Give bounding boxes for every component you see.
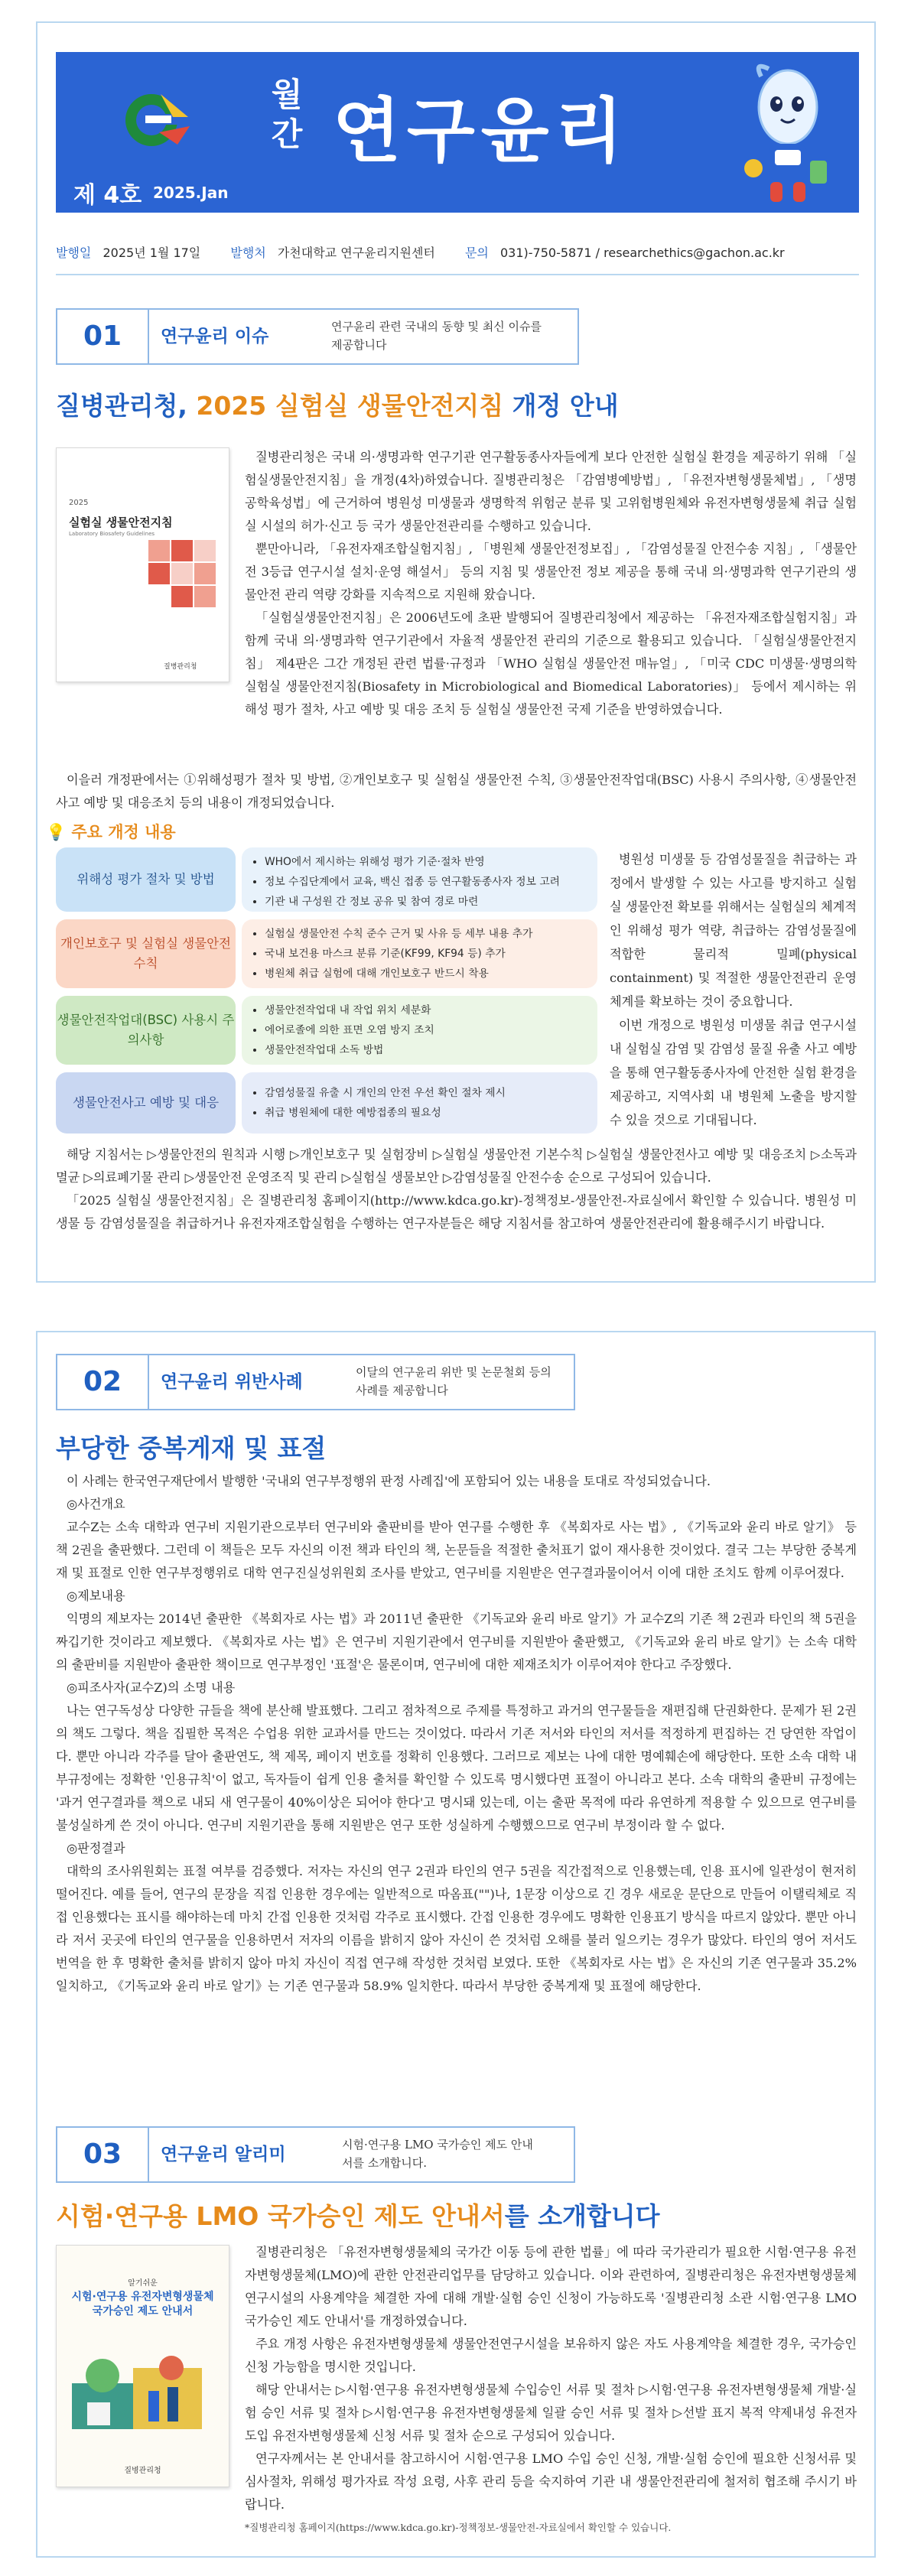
contact-label: 문의 [464, 246, 489, 260]
section1-header [56, 308, 579, 365]
cover-year: 2025 [69, 499, 89, 507]
row-body-accident [242, 1072, 597, 1134]
section1-para5: 해당 지침서는 ▷생물안전의 원칙과 시행 ▷개인보호구 및 실험장비 ▷실험실 생물안전 기본수칙 ▷실험실 생물안전사고 예방 및 대응조치 ▷소독과 멸균 ▷의료폐기물 관리 ▷생물안전 운영조직 및 관리 ▷실험실 생물보안 ▷감염성물질 안전수송 순으로 구성되어 있습니다. [56, 1147, 857, 1185]
judgment-heading: ◎판정결과 [67, 1841, 125, 1856]
title-monthly: 월간 [271, 76, 303, 153]
section2-text-block [56, 1470, 857, 1998]
section1-desc: 연구윤리 관련 국내의 동향 및 최신 이슈를 제공합니다 [331, 320, 542, 352]
info-bar [56, 229, 859, 275]
section3-name: 연구윤리 알리미 [161, 2145, 286, 2165]
section2-number: 02 [57, 1355, 149, 1409]
bsc-item: • 생물안전작업대 내 작업 위치 세분화 [265, 1000, 587, 1020]
section3-desc: 시험·연구용 LMO 국가승인 제도 안내서를 소개합니다. [342, 2138, 533, 2170]
bsc-item: • 에어로졸에 의한 표면 오염 방지 조치 [265, 1020, 587, 1040]
section1-side-text [610, 847, 857, 1132]
section2-intro: 이 사례는 한국연구재단에서 발행한 '국내외 연구부정행위 판정 사례집'에 포함되어 있는 내용을 토대로 작성되었습니다. [67, 1474, 711, 1488]
risk-item: • WHO에서 제시하는 위해성 평가 기준·절차 반영 [265, 852, 587, 872]
row-label-risk: 위해성 평가 절차 및 방법 [56, 847, 236, 912]
lightbulb-icon: 💡 [46, 823, 67, 841]
section3-headline [56, 2197, 659, 2233]
section2-headline: 부당한 중복게재 및 표절 [56, 1433, 327, 1463]
section1-para3: 「실험실생물안전지침」은 2006년도에 초판 발행되어 질병관리청에서 제공하는 「유전자재조합실험지침」과 함께 국내 의·생명과학 연구기관에서 자율적 생물안전 관리의 기준으로 활용되고 있습니다. 「실험실생물안전지침」 제4판은 그간 개정된 관련 법률·규정과 「WHO 실험실 생물안전 매뉴얼」, 「미국 CDC 미생물·생명의학 실험실 생물안전지침(Biosafety in Microbiological and Biomedical Laboratories)」 등에서 제시하는 위해성 평가 절차, 사고 예방 및 대응 조치 등 실험실 생물안전 국제 기준을 반영하였습니다. [245, 610, 857, 717]
row-label-accident: 생물안전사고 예방 및 대응 [56, 1072, 236, 1134]
publisher-label: 발행처 [230, 246, 266, 260]
section1-para2: 뿐만아니라, 「유전자재조합실험지침」, 「병원체 생물안전정보집」, 「감염성물질 안전수송 지침」, 「생물안전 3등급 연구시설 설치·운영 해설서」 등의 지침 및 생물안전 정보 제공을 통해 국내 의·생명과학 연구기관의 생물안전 관리 역량 강화를 지속적으로 지원해 왔습니다. [245, 542, 857, 602]
key-changes-label: 주요 개정 내용 [71, 823, 176, 841]
section2-desc: 이달의 연구윤리 위반 및 논문철회 등의 사례를 제공합니다 [356, 1365, 551, 1397]
risk-item: • 기관 내 구성원 간 정보 공유 및 참여 경로 마련 [265, 892, 587, 912]
cover-pattern [148, 540, 217, 616]
headline3-part-b: 를 소개합니다 [504, 2201, 660, 2231]
key-changes-title [46, 820, 176, 843]
row-label-bsc: 생물안전작업대(BSC) 사용시 주의사항 [56, 996, 236, 1065]
section3-number: 03 [57, 2128, 149, 2181]
guideline-cover-image [56, 447, 229, 682]
cover3-org: 질병관리청 [124, 2467, 161, 2475]
ppe-item: • 병원체 취급 실험에 대해 개인보호구 반드시 착용 [265, 964, 587, 984]
section2-header [56, 1354, 575, 1410]
section1-para1: 질병관리청은 국내 의·생명과학 연구기관 연구활동종사자들에게 보다 안전한 실험실 환경을 제공하기 위해 「실험실생물안전지침」을 개정(4차)하였습니다. 질병관리청은 「감염병예방법」, 「유전자변형생물체법」, 「생명공학육성법」에 근거하여 병원성 미생물과 생명학적 위험군 분류 및 고위험병원체와 유전자변형생물체 취급 실험실 시설의 허가·신고 등 국가 생물안전관리를 수행하고 있습니다. [245, 450, 857, 533]
ppe-item: • 실험실 생물안전 수칙 준수 근거 및 사유 등 세부 내용 추가 [265, 924, 587, 944]
section3-para4: 연구자께서는 본 안내서를 참고하시어 시험·연구용 LMO 수입 승인 신청, 개발·실험 승인에 필요한 신청서류 및 심사절차, 위해성 평가자료 작성 요령, 사후 관리 등을 숙지하여 기관 내 생물안전관리에 철저히 협조해 주시기 바랍니다. [245, 2451, 857, 2512]
risk-item: • 정보 수집단계에서 교육, 백신 접종 등 연구활동종사자 정보 고려 [265, 872, 587, 892]
issue-number: 제 4호 [73, 182, 142, 209]
section1-headline [56, 386, 619, 422]
row-body-risk [242, 847, 597, 912]
report-text: 익명의 제보자는 2014년 출판한 《복회자로 사는 법》과 2011년 출판한 《기독교와 윤리 바로 알기》가 교수Z의 기존 책 2권과 타인의 책 5권을 짜깁기한 것이라고 제보했다. 《복회자로 사는 법》은 연구비 지원기관에서 연구비를 지원받아 출판했고, 《기독교와 윤리 바로 알기》는 소속 대학의 출판비를 지원받아 출판한 책이므로 연구부정인 '표절'은 물론이며, 연구비에 대한 제재조치가 이루어져야 한다고 주장했다. [56, 1612, 857, 1672]
judgment-text: 대학의 조사위원회는 표절 여부를 검증했다. 저자는 자신의 연구 2권과 타인의 연구 5권을 직간접적으로 인용했는데, 인용 표시에 일관성이 현저히 떨어진다. 예를 들어, 연구의 문장을 직접 인용한 경우에는 일반적으로 따옴표("")나, 1문장 이상으로 긴 경우 새로운 문단으로 만들어 이탤릭체로 직접 인용했다는 표시를 해야하는데 마치 간접 인용한 것처럼 각주로 표시했다. 간접 인용한 경우에도 명확한 인용표기 방식을 따르지 않았다. 뿐만 아니라 저서 곳곳에 타인의 연구물을 인용하면서 저자의 이름을 밝히지 않아 자신이 쓴 것처럼 오해를 불러 일으키는 경우가 많았다. 타인의 영어 저서도 번역을 한 후 명확한 출처를 밝히지 않아 마치 자신이 직접 연구해 작성한 것처럼 보였다. 또한 《복회자로 사는 법》은 자신의 기존 연구물과 35.2%일치하고, 《기독교와 윤리 바로 알기》는 기존 연구물과 58.9% 일치한다. 따라서 부당한 중복게재 및 표절에 해당한다. [56, 1864, 857, 1993]
section1-number: 01 [57, 310, 149, 363]
bsc-item: • 생물안전작업대 소독 방법 [265, 1040, 587, 1060]
section1-text-block [245, 446, 857, 721]
row-body-bsc [242, 996, 597, 1065]
report-heading: ◎제보내용 [67, 1589, 125, 1603]
section3-para2: 주요 개정 사항은 유전자변형생물체 생물안전연구시설을 보유하지 않은 자도 사용계약을 체결한 경우, 국가승인 신청 가능함을 명시한 것입니다. [245, 2337, 857, 2374]
section3-header [56, 2126, 575, 2183]
gachon-logo-icon [113, 86, 199, 152]
publisher-value: 가천대학교 연구윤리지원센터 [277, 246, 435, 260]
accident-item: • 취급 병원체에 대한 예방접종의 필요성 [265, 1103, 587, 1123]
headline-part-b: 2025 실험실 생물안전지침 [196, 391, 504, 421]
case-text: 교수Z는 소속 대학과 연구비 지원기관으로부터 연구비와 출판비를 받아 연구를 수행한 후 《복회자로 사는 법》, 《기독교와 윤리 바로 알기》 등 책 2권을 출판했다. 그런데 이 책들은 모두 자신의 이전 책과 타인의 책, 논문들을 적절한 출처표기 없이 재사용한 것이었다. 결국 그는 부당한 중복게재 및 표절로 인한 연구부정행위로 대학 연구진실성위원회 조사를 받았고, 연구비를 지원받은 연구결과물이어서 이에 대한 조치도 함께 이루어졌다. [56, 1520, 857, 1580]
contact-value: 031)-750-5871 / researchethics@gachon.ac.kr [499, 246, 785, 260]
defense-text: 나는 연구독성상 다양한 규들을 책에 분산해 발표했다. 그리고 점차적으로 주제를 특정하고 과거의 연구물들을 재편집해 단권화한다. 문제가 된 2권의 책도 그렇다. 책을 집필한 목적은 수업용 위한 교과서를 만드는 것이었다. 따라서 기존 저서와 타인의 저서를 적정하게 편집하는 건 당연한 작업이다. 뿐만 아니라 각주를 달아 출판연도, 책 제목, 페이지 번호를 정확히 인용했다. 그러므로 제보는 나에 대한 명예훼손에 해당한다. 또한 소속 대학 내부규정에는 정확한 '인용규칙'이 없고, 독자들이 쉽게 인용 출처를 확인할 수 있도록 명시했다면 표절이 아니라고 본다. 소속 대학의 출판비 규정에는 '과거 연구결과를 책으로 내되 새 연구물이 40%이상은 되어야 한다'고 명시돼 있는데, 이는 출판 목적에 따라 유연하게 적용할 수 있으므로 연구비를 불성실하게 쓴 것이 아니다. 연구비 지원기관을 통해 지원받은 연구 또한 성실하게 수행했으므로 연구비 부정이라 할 수 없다. [56, 1703, 857, 1833]
cover3-top: 알기쉬운 [128, 2279, 158, 2288]
section3-text-block [245, 2241, 857, 2539]
headline-part-a: 질병관리청, [56, 391, 197, 421]
headline-part-c: 개정 안내 [503, 391, 619, 421]
section3-para3: 해당 안내서는 ▷시험·연구용 유전자변형생물체 수입승인 서류 및 절차 ▷시험·연구용 유전자변형생물체 개발·실험 승인 서류 및 절차 ▷시험·연구용 유전자변형생물체 일괄 승인 서류 및 절차 ▷선발 표지 복적 약제내성 유전자 도입 유전자변형생물체 신청 서류 및 절차 순으로 구성되어 있습니다. [245, 2382, 857, 2443]
lmo-illustration-icon [57, 2345, 229, 2437]
section1-text-block-2 [56, 769, 857, 815]
mascot-icon [730, 54, 838, 214]
newsletter-title: 연구윤리 [333, 90, 630, 172]
section3-para1: 질병관리청은 「유전자변형생물체의 국가간 이동 등에 관한 법률」에 따라 국가관리가 필요한 시험·연구용 유전자변형생물체(LMO)에 관한 안전관리업무를 담당하고 있습니다. 이와 관련하여, 질병관리청은 유전자변형생물체 연구시설의 사용계약을 체결한 자에 대해 개발·실험 승인 신청이 가능하도록 '질병관리청 소관 시험·연구용 LMO 국가승인 제도 안내서'를 개정하였습니다. [245, 2245, 857, 2328]
row-body-ppe [242, 919, 597, 988]
section1-para6: 「2025 실험실 생물안전지침」은 질병관리청 홈페이지(http://www.kdca.go.kr)-정책정보-생물안전-자료실에서 확인할 수 있습니다. 병원성 미생물 등 감염성물질을 취급하거나 유전자재조합실험을 수행하는 연구자분들은 해당 지침서를 참고하여 생물안전관리에 활용해주시기 바랍니다. [56, 1193, 857, 1231]
headline3-part-a: 시험·연구용 LMO 국가승인 제도 안내서 [56, 2201, 505, 2231]
section1-text-block-3 [56, 1143, 857, 1235]
cover-subtitle: Laboratory Biosafety Guidelines [69, 531, 155, 537]
cover3-title: 시험·연구용 유전자변형생물체 국가승인 제도 안내서 [71, 2291, 214, 2317]
side-para1: 병원성 미생물 등 감염성물질을 취급하는 과정에서 발생할 수 있는 사고를 방지하고 실험실 생물안전 확보를 위해서는 실험실의 체계적인 위해성 평가 역량, 취급하는 감염성물질에 적합한 물리적 밀폐(physical containment) 및 적절한 생물안전관리 운영 체계를 확보하는 것이 중요합니다. [610, 852, 857, 1009]
accident-item: • 감염성물질 유출 시 개인의 안전 우선 확인 절차 제시 [265, 1083, 587, 1103]
row-label-ppe: 개인보호구 및 실험실 생물안전 수칙 [56, 919, 236, 988]
defense-heading: ◎피조사자(교수Z)의 소명 내용 [67, 1680, 236, 1695]
case-heading: ◎사건개요 [67, 1497, 125, 1511]
cover-org: 질병관리청 [164, 663, 197, 671]
key-changes-table [56, 847, 600, 1153]
lmo-guide-cover-image [56, 2245, 229, 2487]
section1-para4: 이을러 개정판에서는 ①위해성평가 절차 및 방법, ②개인보호구 및 실험실 생물안전 수칙, ③생물안전작업대(BSC) 사용시 주의사항, ④생물안전 사고 예방 및 대응조치 등의 내용이 개정되었습니다. [56, 772, 857, 810]
section3-footnote: *질병관리청 홈페이지(https://www.kdca.go.kr)-정책정보-생물안전-자료실에서 확인할 수 있습니다. [245, 2522, 672, 2533]
ppe-item: • 국내 보건용 마스크 분류 기준(KF99, KF94 등) 추가 [265, 944, 587, 964]
date-label: 발행일 [56, 246, 92, 260]
issue-date: 2025.Jan [153, 184, 229, 202]
section1-name: 연구윤리 이슈 [161, 327, 269, 346]
side-para2: 이번 개정으로 병원성 미생물 취급 연구시설 내 실험실 감염 및 감염성 물질 유출 사고 예방을 통해 연구활동종사자에 안전한 실험 환경을 제공하고, 지역사회 내 병원체 노출을 방지할 수 있을 것으로 기대됩니다. [610, 1018, 857, 1127]
cover-title: 실험실 생물안전지침 [69, 516, 173, 529]
date-value: 2025년 1월 17일 [102, 246, 201, 260]
section2-name: 연구윤리 위반사례 [161, 1372, 303, 1392]
